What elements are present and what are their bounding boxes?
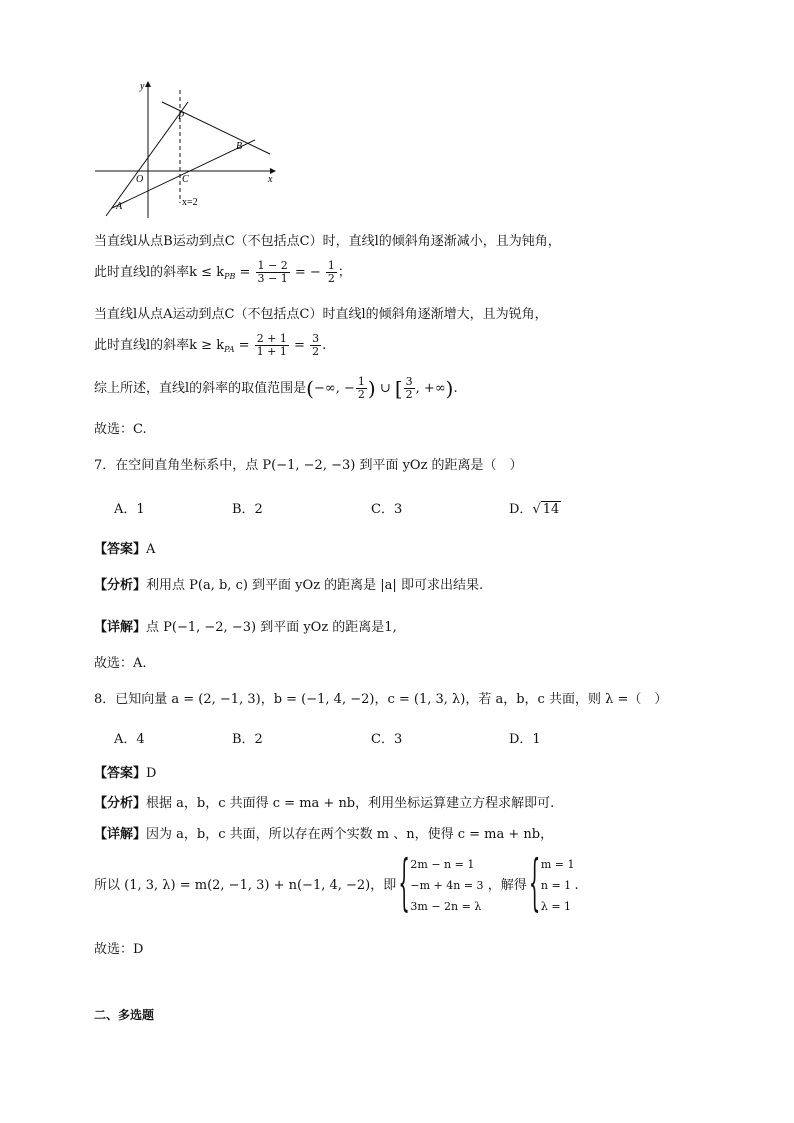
paren-close-2: ): [445, 376, 454, 401]
q6-line4-end: .: [322, 338, 327, 353]
q7-analysis-text: 利用点 P(a, b, c) 到平面 yOz 的距离是 |a| 即可求出结果.: [146, 578, 484, 593]
q7-option-a[interactable]: A．1: [114, 502, 145, 517]
sys1-eq2: −m + 4n = 3: [410, 879, 484, 892]
q7-answer-val: A: [146, 542, 156, 557]
q6-line2-mid: = −: [290, 265, 325, 280]
frac-3-num: 2 + 1: [256, 332, 287, 345]
range-cup: ∪: [375, 381, 395, 396]
q6-line5-end: .: [453, 381, 458, 396]
q6-line2-eq: =: [235, 265, 255, 280]
range-frac-2: [404, 376, 415, 401]
q8-detail: [94, 823, 553, 842]
paren-open: (: [306, 376, 314, 401]
q7-option-b[interactable]: B．2: [232, 502, 263, 517]
label-y: y: [140, 81, 145, 92]
sys1-eq1: { 2m − n = 1: [410, 858, 475, 871]
q8-detail-text: 因为 a，b，c 共面，所以存在两个实数 m 、n，使得 c = ma + nb，: [146, 827, 554, 842]
label-b: B: [236, 141, 243, 152]
sys2-eq1: { m = 1: [540, 858, 575, 871]
q6-line4-prefix: 此时直线l的斜率k ≥ k: [94, 338, 225, 353]
q6-line2: [94, 260, 351, 285]
q7-answer-tag: 【答案】: [94, 542, 147, 557]
q8-analysis-tag: 【分析】: [94, 796, 147, 811]
frac-1: [256, 260, 290, 285]
line-pb: [162, 102, 270, 154]
label-x: x: [268, 174, 273, 185]
line-ap: [106, 102, 188, 216]
range-frac-2-num: 3: [405, 375, 413, 388]
q7-detail-tag: 【详解】: [94, 620, 147, 635]
q6-line4-mid: =: [289, 338, 310, 353]
q8-solve-word: ，解得: [487, 878, 527, 893]
frac-2: [326, 260, 337, 285]
frac-2-num: 1: [327, 259, 335, 272]
range-frac-1-num: 1: [357, 375, 365, 388]
label-c: C: [182, 174, 189, 185]
frac-2-den: 2: [327, 272, 335, 285]
bracket-open: [: [394, 376, 403, 401]
q8-option-c[interactable]: C．3: [371, 732, 403, 747]
q7-analysis-tag: 【分析】: [94, 578, 147, 593]
section-heading-multi-choice: 二、多选题: [94, 1008, 155, 1022]
q7-answer: [94, 538, 155, 557]
q8-choose: 故选：D: [94, 942, 144, 957]
q6-line3: 当直线l从点A运动到点C（不包括点C）时直线l的倾斜角逐渐增大，且为锐角，: [94, 307, 548, 322]
q6-line1: 当直线l从点B运动到点C（不包括点C）时，直线l的倾斜角逐渐减小，且为钝角，: [94, 234, 561, 249]
label-p: P: [178, 111, 185, 122]
frac-1-den: 3 − 1: [257, 272, 288, 285]
q8-analysis-text: 根据 a，b，c 共面得 c = ma + nb，利用坐标运算建立方程求解即可.: [146, 796, 555, 811]
q7-stem: 7．在空间直角坐标系中，点 P(−1, −2, −3) 到平面 yOz 的距离是（ ）: [94, 458, 523, 473]
q6-line4-eq: =: [234, 338, 254, 353]
frac-1-num: 1 − 2: [257, 259, 288, 272]
q6-line2-end: ；: [337, 265, 351, 280]
q7-option-c[interactable]: C．3: [371, 502, 403, 517]
q8-stem: 8．已知向量 a = (2, −1, 3)，b = (−1, 4, −2)，c = (1, 3, λ)，若 a，b，c 共面，则 λ =（ ）: [94, 692, 668, 707]
q6-answer: 故选：C.: [94, 422, 147, 437]
q8-option-d[interactable]: D．1: [509, 732, 541, 747]
q7-detail-text: 点 P(−1, −2, −3) 到平面 yOz 的距离是1,: [146, 620, 397, 635]
equation-system-2: [531, 854, 575, 917]
q7-option-d[interactable]: [509, 498, 561, 517]
q7-option-d-label: D．: [509, 502, 533, 517]
q7-analysis: [94, 574, 483, 593]
q7-detail: [94, 616, 397, 635]
q8-sys-end: .: [574, 878, 579, 893]
frac-4-den: 2: [312, 345, 320, 358]
q6-line4-sub: PA: [224, 345, 235, 354]
coordinate-figure: [90, 78, 290, 223]
sys2-eq2: n = 1: [540, 879, 572, 892]
equation-system-1: [400, 854, 483, 917]
q8-solve-line: [94, 854, 579, 917]
q8-option-b[interactable]: B．2: [232, 732, 263, 747]
q8-answer-val: D: [146, 766, 157, 781]
q6-line5: [94, 376, 458, 401]
sqrt-sign: √: [532, 502, 541, 517]
range-left: −∞, −: [313, 381, 355, 396]
label-a: A: [116, 201, 123, 212]
range-right: , +∞: [415, 381, 446, 396]
q8-option-a[interactable]: A．4: [114, 732, 145, 747]
q6-line5-prefix: 综上所述，直线l的斜率的取值范围是: [94, 381, 307, 396]
paren-close: ): [367, 376, 376, 401]
label-line-eq: x=2: [182, 197, 198, 208]
sys2-eq3: λ = 1: [540, 900, 572, 913]
q8-analysis: [94, 792, 554, 811]
q8-line-so: 所以 (1, 3, λ) = m(2, −1, 3) + n(−1, 4, −2)，即: [94, 878, 397, 893]
frac-3-den: 1 + 1: [256, 345, 287, 358]
q6-line4: [94, 333, 326, 358]
q8-answer: [94, 762, 156, 781]
range-frac-1: [356, 376, 367, 401]
q6-line2-prefix: 此时直线l的斜率k ≤ k: [94, 265, 225, 280]
q7-choose: 故选：A.: [94, 656, 147, 671]
range-frac-2-den: 2: [405, 388, 413, 401]
sys1-eq3: 3m − 2n = λ: [410, 900, 482, 913]
sqrt-radicand: 14: [542, 502, 560, 517]
frac-4-num: 3: [312, 332, 320, 345]
frac-3: [255, 333, 289, 358]
y-axis-arrow: [145, 81, 151, 87]
q6-line2-sub: PB: [224, 272, 236, 281]
q8-answer-tag: 【答案】: [94, 766, 147, 781]
q8-detail-tag: 【详解】: [94, 827, 147, 842]
frac-4: [310, 333, 321, 358]
label-o: O: [136, 174, 144, 185]
range-frac-1-den: 2: [357, 388, 365, 401]
